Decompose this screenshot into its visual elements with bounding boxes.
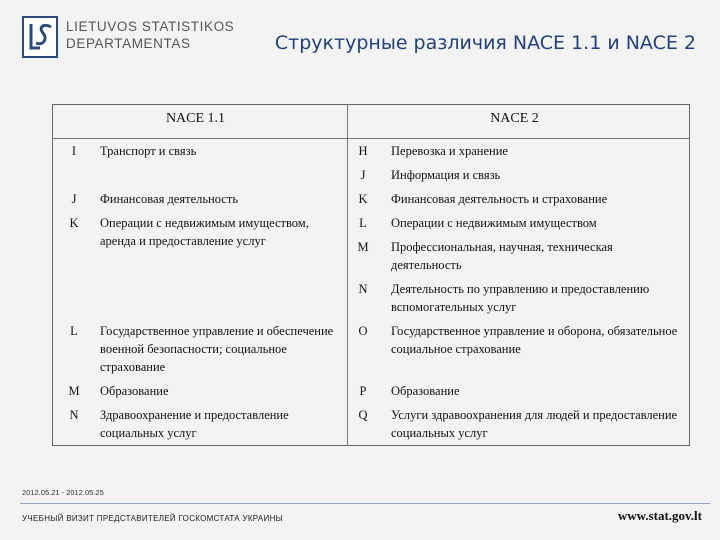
nace11-code: N bbox=[69, 408, 79, 422]
nace2-code: H bbox=[358, 144, 368, 158]
nace11-code: J bbox=[71, 192, 77, 206]
nace2-title: Финансовая деятельность и страхование bbox=[391, 192, 608, 206]
nace2-code: O bbox=[358, 324, 368, 338]
header-nace11: NACE 1.1 bbox=[165, 111, 226, 126]
nace2-code: P bbox=[359, 384, 367, 398]
nace2-title: Операции с недвижимым имуществом bbox=[391, 216, 597, 230]
nace2-code: M bbox=[357, 240, 369, 254]
nace11-code bbox=[52, 163, 96, 187]
nace2-title: Услуги здравоохранения для людей и предоставление социальных услуг bbox=[391, 408, 678, 440]
logo-text bbox=[66, 18, 234, 52]
table-row bbox=[52, 403, 690, 445]
nace11-title: Финансовая деятельность bbox=[100, 192, 239, 206]
nace2-code: N bbox=[358, 282, 368, 296]
table-header-row bbox=[52, 104, 690, 139]
comparison-table bbox=[52, 104, 690, 445]
table-row bbox=[52, 379, 690, 403]
nace2-code: K bbox=[358, 192, 368, 206]
header-nace2: NACE 2 bbox=[490, 111, 539, 126]
nace11-code: L bbox=[70, 324, 78, 338]
nace2-title: Профессиональная, научная, техническая деятельность bbox=[391, 240, 613, 272]
footer-website-link[interactable]: www.stat.gov.lt bbox=[617, 508, 702, 523]
table-row bbox=[52, 163, 690, 187]
nace11-code: M bbox=[68, 384, 80, 398]
nace2-title: Деятельность по управлению и предоставлению вспомогательных услуг bbox=[391, 282, 650, 314]
nace11-title: Государственное управление и обеспечение военной безопасности; социальное страхование bbox=[100, 324, 334, 374]
nace2-code: L bbox=[359, 216, 367, 230]
nace2-title: Перевозка и хранение bbox=[391, 144, 508, 158]
nace2-title: Информация и связь bbox=[391, 168, 501, 182]
table-row bbox=[52, 187, 690, 211]
table-row bbox=[52, 139, 690, 164]
logo bbox=[22, 16, 272, 62]
nace11-title: Образование bbox=[100, 384, 169, 398]
footer-caption: УЧЕБНЫЙ ВИЗИТ ПРЕДСТАВИТЕЛЕЙ ГОСКОМСТАТА УКРАИНЫ bbox=[22, 514, 284, 523]
nace11-code: I bbox=[71, 144, 77, 158]
nace2-title: Образование bbox=[391, 384, 460, 398]
nace11-title: Транспорт и связь bbox=[100, 144, 197, 158]
page-title: Структурные различия NACE 1.1 и NACE 2 bbox=[274, 32, 696, 54]
nace11-title: Здравоохранение и предоставление социальных услуг bbox=[100, 408, 289, 440]
nace2-code: Q bbox=[358, 408, 368, 422]
nace2-title: Государственное управление и оборона, обязательное социальное страхование bbox=[391, 324, 678, 356]
footer-divider bbox=[20, 503, 710, 504]
nace11-title: Операции с недвижимым имуществом, аренда и предоставление услуг bbox=[100, 216, 309, 248]
table-row bbox=[52, 211, 690, 235]
lsd-logo-icon bbox=[22, 16, 58, 58]
footer-dates: 2012.05.21 - 2012.05.25 bbox=[22, 488, 104, 497]
nace11-code: K bbox=[69, 216, 79, 230]
logo-line-1: LIETUVOS STATISTIKOS bbox=[66, 19, 235, 34]
table-row bbox=[52, 319, 690, 379]
logo-line-2: DEPARTAMENTAS bbox=[66, 36, 191, 51]
nace11-title bbox=[96, 163, 339, 187]
nace2-code: J bbox=[360, 168, 366, 182]
